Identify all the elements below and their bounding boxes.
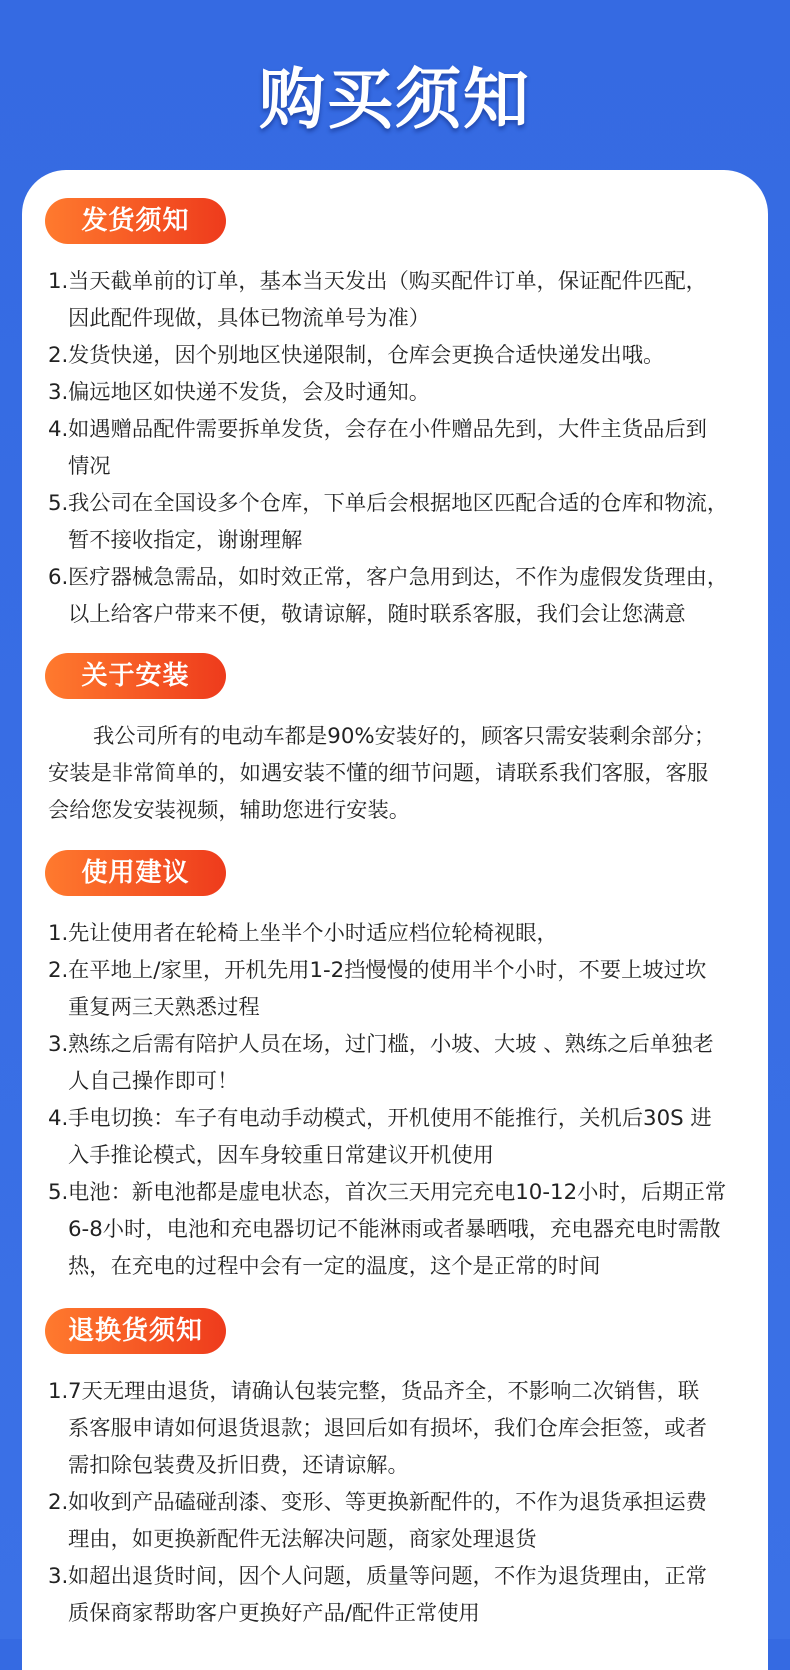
installation-paragraph — [48, 718, 758, 829]
item-number: 2. — [48, 343, 69, 368]
item-number: 3. — [48, 1564, 69, 1589]
item-number: 5. — [48, 1180, 69, 1205]
item-number: 3. — [48, 380, 69, 405]
list-item — [48, 337, 758, 374]
item-line: 我公司在全国设多个仓库，下单后会根据地区匹配合适的仓库和物流， — [68, 491, 729, 516]
item-line: 发货快递，因个别地区快递限制，仓库会更换合适快递发出哦。 — [68, 343, 665, 368]
item-line: 情况 — [68, 454, 111, 479]
item-number: 4. — [48, 1106, 69, 1131]
list-item — [48, 1174, 758, 1285]
item-line: 手电切换：车子有电动手动模式，开机使用不能推行，关机后30S 进 — [68, 1106, 712, 1131]
notice-card — [22, 170, 768, 1670]
item-number: 4. — [48, 417, 69, 442]
item-number: 3. — [48, 1032, 69, 1057]
item-line: 偏远地区如快递不发货，会及时通知。 — [68, 380, 431, 405]
returns-list — [48, 1373, 758, 1632]
list-item — [48, 915, 758, 952]
list-item — [48, 1100, 758, 1174]
page-title: 购买须知 — [259, 61, 531, 138]
list-item — [48, 1484, 758, 1558]
item-line: 热，在充电的过程中会有一定的温度，这个是正常的时间 — [68, 1254, 601, 1279]
item-line: 以上给客户带来不便，敬请谅解，随时联系客服，我们会让您满意 — [68, 602, 686, 627]
item-line: 暂不接收指定，谢谢理解 — [68, 528, 303, 553]
item-number: 6. — [48, 565, 69, 590]
item-line: 重复两三天熟悉过程 — [68, 995, 260, 1020]
section-heading-returns: 退换货须知 — [45, 1308, 226, 1354]
item-number: 2. — [48, 958, 69, 983]
shipping-list — [48, 263, 758, 633]
section-heading-installation: 关于安装 — [45, 653, 226, 699]
item-number: 1. — [48, 269, 69, 294]
section-heading-shipping: 发货须知 — [45, 198, 226, 244]
item-line: 理由，如更换新配件无法解决问题，商家处理退货 — [68, 1527, 537, 1552]
list-item — [48, 411, 758, 485]
item-line: 需扣除包装费及折旧费，还请谅解。 — [68, 1453, 409, 1478]
paragraph-line: 我公司所有的电动车都是90%安装好的，顾客只需安装剩余部分； — [93, 724, 716, 749]
list-item — [48, 952, 758, 1026]
list-item — [48, 1373, 758, 1484]
item-line: 6-8小时，电池和充电器切记不能淋雨或者暴晒哦，充电器充电时需散 — [68, 1217, 721, 1242]
item-number: 5. — [48, 491, 69, 516]
item-line: 如超出退货时间，因个人问题，质量等问题，不作为退货理由，正常 — [68, 1564, 707, 1589]
item-line: 电池：新电池都是虚电状态，首次三天用完充电10-12小时，后期正常 — [68, 1180, 727, 1205]
item-number: 1. — [48, 921, 69, 946]
paragraph-line: 会给您发安装视频，辅助您进行安装。 — [48, 798, 411, 823]
list-item — [48, 374, 758, 411]
item-number: 1. — [48, 1379, 69, 1404]
item-line: 先让使用者在轮椅上坐半个小时适应档位轮椅视眼， — [68, 921, 558, 946]
item-line: 系客服申请如何退货退款；退回后如有损坏，我们仓库会拒签，或者 — [68, 1416, 707, 1441]
item-line: 7天无理由退货，请确认包装完整，货品齐全，不影响二次销售，联 — [68, 1379, 700, 1404]
paragraph-line: 安装是非常简单的，如遇安装不懂的细节问题，请联系我们客服，客服 — [48, 761, 709, 786]
usage-tips-list — [48, 915, 758, 1285]
item-line: 质保商家帮助客户更换好产品/配件正常使用 — [68, 1601, 480, 1626]
item-line: 因此配件现做，具体已物流单号为准） — [68, 306, 431, 331]
item-line: 当天截单前的订单，基本当天发出（购买配件订单，保证配件匹配， — [68, 269, 707, 294]
item-line: 如收到产品磕碰刮漆、变形、等更换新配件的，不作为退货承担运费 — [68, 1490, 707, 1515]
item-line: 入手推论模式，因车身较重日常建议开机使用 — [68, 1143, 494, 1168]
list-item — [48, 1026, 758, 1100]
item-line: 熟练之后需有陪护人员在场，过门槛，小坡、大坡 、熟练之后单独老 — [68, 1032, 714, 1057]
list-item — [48, 485, 758, 559]
item-line: 人自己操作即可！ — [68, 1069, 239, 1094]
list-item — [48, 263, 758, 337]
list-item — [48, 1558, 758, 1632]
section-heading-usage-tips: 使用建议 — [45, 850, 226, 896]
list-item — [48, 559, 758, 633]
item-line: 医疗器械急需品，如时效正常，客户急用到达，不作为虚假发货理由， — [68, 565, 729, 590]
item-line: 在平地上/家里，开机先用1-2挡慢慢的使用半个小时，不要上坡过坎 — [68, 958, 707, 983]
item-line: 如遇赠品配件需要拆单发货，会存在小件赠品先到，大件主货品后到 — [68, 417, 707, 442]
item-number: 2. — [48, 1490, 69, 1515]
